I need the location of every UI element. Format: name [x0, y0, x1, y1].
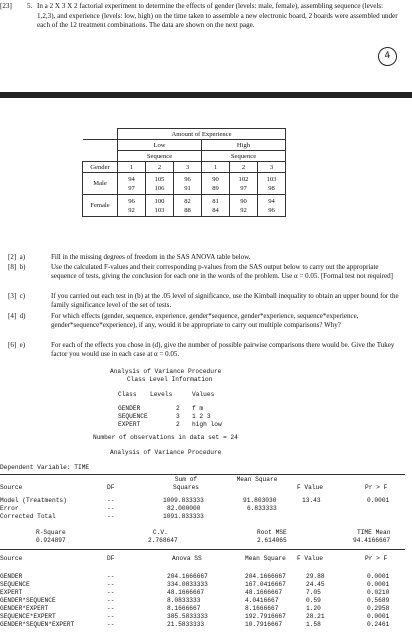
question-text: For each of the effects you chose in (d), give the number of possible pairwise comparisons there would be. Give the Tukey factor you would use in each case at α = 0.05. [51, 341, 395, 359]
effect-header-ms: Mean Square [245, 555, 286, 562]
corner-blank [83, 129, 118, 140]
data-cell: 90 92 [230, 195, 258, 217]
fit-value: 94.4166667 [353, 537, 391, 544]
effect-ms: 48.1666667 [245, 589, 283, 596]
effect-ms: 4.0416667 [245, 597, 279, 604]
question-text: Fill in the missing degrees of freedom in the SAS ANOVA table below. [51, 253, 251, 261]
effect-f: 1.58 [306, 621, 321, 628]
level-high-header: High [202, 140, 286, 151]
problem-number: 5. [27, 2, 33, 10]
column-header: 2 [230, 162, 258, 173]
anova-df: -- [107, 497, 115, 504]
anova-header-p: Pr > F [365, 484, 388, 491]
fit-header: R-Square [36, 529, 66, 536]
anova-ss: 82.000000 [167, 505, 201, 512]
effect-source: EXPERT [0, 589, 23, 596]
fit-value: 2.614065 [257, 537, 287, 544]
anova-ms: 6.833333 [247, 505, 277, 512]
class-header-class: Class [118, 391, 137, 398]
question-text: If you carried out each test in (b) at the .05 level of significance, use the Kimball inequality to obtain an upper bound for the family significance level of the set of tests. [51, 292, 399, 310]
fit-value: 0.924897 [36, 537, 66, 544]
anova-ss: 1091.833333 [163, 513, 204, 520]
fit-header: Root MSE [257, 529, 287, 536]
handwritten-circled-mark: 4 [377, 46, 398, 67]
corner-blank [83, 140, 118, 151]
sas-proc-title-2: Analysis of Variance Procedure [110, 449, 222, 456]
rule-line [0, 474, 405, 475]
gender-label: Male [83, 173, 118, 195]
effect-df: -- [107, 613, 115, 620]
data-cell: 103 98 [258, 173, 286, 195]
fit-header: C.V. [153, 529, 168, 536]
effect-source: GENDER*SEQUEN*EXPERT [0, 621, 75, 628]
effect-header-ss: Anova SS [172, 555, 202, 562]
sequence-header-low: Sequence [118, 151, 202, 162]
column-header: 2 [146, 162, 174, 173]
effect-ss: 8.0833333 [167, 597, 201, 604]
anova-header-source: Source [0, 484, 23, 491]
data-cell: 81 84 [202, 195, 230, 217]
data-cell: 96 92 [118, 195, 146, 217]
data-cell: 94 97 [118, 173, 146, 195]
effect-p: 0.0001 [367, 613, 390, 620]
question-points: [3] c) [8, 292, 26, 300]
effect-f: 1.20 [306, 605, 321, 612]
effect-p: 0.2461 [367, 621, 390, 628]
effect-ms: 167.0416667 [245, 581, 286, 588]
class-values: 1 2 3 [192, 413, 211, 420]
effect-ms: 192.7916667 [245, 613, 286, 620]
gender-label: Female [83, 195, 118, 217]
anova-df: -- [107, 513, 115, 520]
effect-ss: 385.5833333 [167, 613, 208, 620]
effect-source: GENDER*SEQUENCE [0, 597, 56, 604]
dependent-variable: Dependent Variable: TIME [0, 464, 90, 471]
column-header: 3 [174, 162, 202, 173]
effect-ms: 8.1666667 [245, 605, 279, 612]
sas-nobs: Number of observations in data set = 24 [93, 434, 238, 441]
table-row-male [83, 173, 286, 195]
effect-header-df: DF [107, 555, 115, 562]
anova-p: 0.0001 [367, 497, 390, 504]
class-levels: 3 [176, 413, 180, 420]
level-low-header: Low [118, 140, 202, 151]
effect-df: -- [107, 605, 115, 612]
column-header: 3 [258, 162, 286, 173]
class-name: EXPERT [118, 421, 141, 428]
effect-source: SEQUENCE*EXPERT [0, 613, 56, 620]
anova-header-df: DF [107, 484, 115, 491]
column-header: 1 [202, 162, 230, 173]
column-header: 1 [118, 162, 146, 173]
effect-df: -- [107, 589, 115, 596]
gender-header: Gender [83, 162, 118, 173]
anova-header-f: F Value [297, 484, 323, 491]
effect-ms: 204.1666667 [245, 573, 286, 580]
question-points: [2] a) [8, 253, 26, 261]
anova-header-ss: Sum of Squares [173, 476, 199, 491]
effect-df: -- [107, 581, 115, 588]
anova-df: -- [107, 505, 115, 512]
anova-ms: 91.803030 [243, 497, 277, 504]
data-cell: 105 106 [146, 173, 174, 195]
data-cell: 94 96 [258, 195, 286, 217]
effect-f: 29.88 [306, 573, 325, 580]
question-points: [4] d) [8, 312, 26, 320]
effect-p: 0.2958 [367, 605, 390, 612]
page-divider [0, 92, 412, 98]
effect-header-p: Pr > F [365, 555, 388, 562]
effect-f: 24.45 [306, 581, 325, 588]
effect-p: 0.0001 [367, 573, 390, 580]
data-cell: 90 89 [202, 173, 230, 195]
anova-f: 13.43 [302, 497, 321, 504]
effect-df: -- [107, 597, 115, 604]
effect-p: 0.0001 [367, 581, 390, 588]
fit-header: TIME Mean [357, 529, 391, 536]
class-levels: 2 [176, 405, 180, 412]
data-cell: 82 88 [174, 195, 202, 217]
anova-source: Model (Treatments) [0, 497, 67, 504]
class-levels: 2 [176, 421, 180, 428]
experiment-data-table [82, 128, 286, 217]
class-name: GENDER [118, 405, 141, 412]
effect-source: GENDER*EXPERT [0, 605, 49, 612]
effect-source: GENDER [0, 573, 23, 580]
sas-class-title: Class Level Information [127, 376, 213, 383]
effect-header-source: Source [0, 555, 23, 562]
class-name: SEQUENCE [118, 413, 148, 420]
data-cell: 96 91 [174, 173, 202, 195]
anova-header-ms: Mean Square [236, 476, 278, 483]
effect-ss: 204.1666667 [167, 573, 208, 580]
rule-line [0, 549, 405, 550]
problem-text: In a 2 X 3 X 2 factorial experiment to determine the effects of gender (levels: male, female), assembling sequence (levels: 1,2,3), and experience (levels: low, high) on the time taken to assemble a new electronic board, 2 boards were assembled under each of the 12 treatment combinations. The data are shown on the next page. [37, 2, 398, 30]
effect-f: 0.59 [306, 597, 321, 604]
anova-source: Corrected Total [0, 513, 56, 520]
anova-ss: 1009.833333 [163, 497, 204, 504]
sas-proc-title: Analysis of Variance Procedure [110, 368, 222, 375]
anova-source: Error [0, 505, 19, 512]
effect-p: 0.0210 [367, 589, 390, 596]
effect-df: -- [107, 573, 115, 580]
class-header-values: Values [192, 391, 215, 398]
effect-p: 0.5689 [367, 597, 390, 604]
corner-blank [83, 151, 118, 162]
sequence-header-high: Sequence [202, 151, 286, 162]
class-values: f m [192, 405, 204, 412]
question-points: [8] b) [8, 263, 26, 271]
effect-header-f: F Value [297, 555, 323, 562]
experience-header: Amount of Experience [118, 129, 286, 140]
effect-ss: 21.5833333 [167, 621, 205, 628]
class-header-levels: Levels [150, 391, 173, 398]
effect-ss: 334.0833333 [167, 581, 208, 588]
question-text: For which effects (gender, sequence, experience, gender*sequence, gender*experience, sequence*experience, gender*sequence*experience), if any, would it be appropriate to carry out multiple comparisons? Why? [51, 312, 359, 330]
data-cell: 100 103 [146, 195, 174, 217]
effect-ms: 10.7916667 [245, 621, 283, 628]
table-row-female [83, 195, 286, 217]
effect-source: SEQUENCE [0, 581, 30, 588]
fit-value: 2.768647 [148, 537, 178, 544]
effect-f: 7.05 [306, 589, 321, 596]
class-values: high low [192, 421, 222, 428]
problem-points: [23] [0, 2, 12, 10]
data-cell: 102 97 [230, 173, 258, 195]
question-text: Use the calculated F-values and their corresponding p-values from the SAS output below to carry out the appropriate sequence of tests, giving the conclusion for each one in the words of the problem. Use α = 0.05. [Formal test not required] [51, 263, 393, 281]
effect-ss: 48.1666667 [167, 589, 205, 596]
effect-ss: 8.1666667 [167, 605, 201, 612]
question-points: [6] e) [8, 341, 26, 349]
effect-f: 28.21 [306, 613, 325, 620]
effect-df: -- [107, 621, 115, 628]
